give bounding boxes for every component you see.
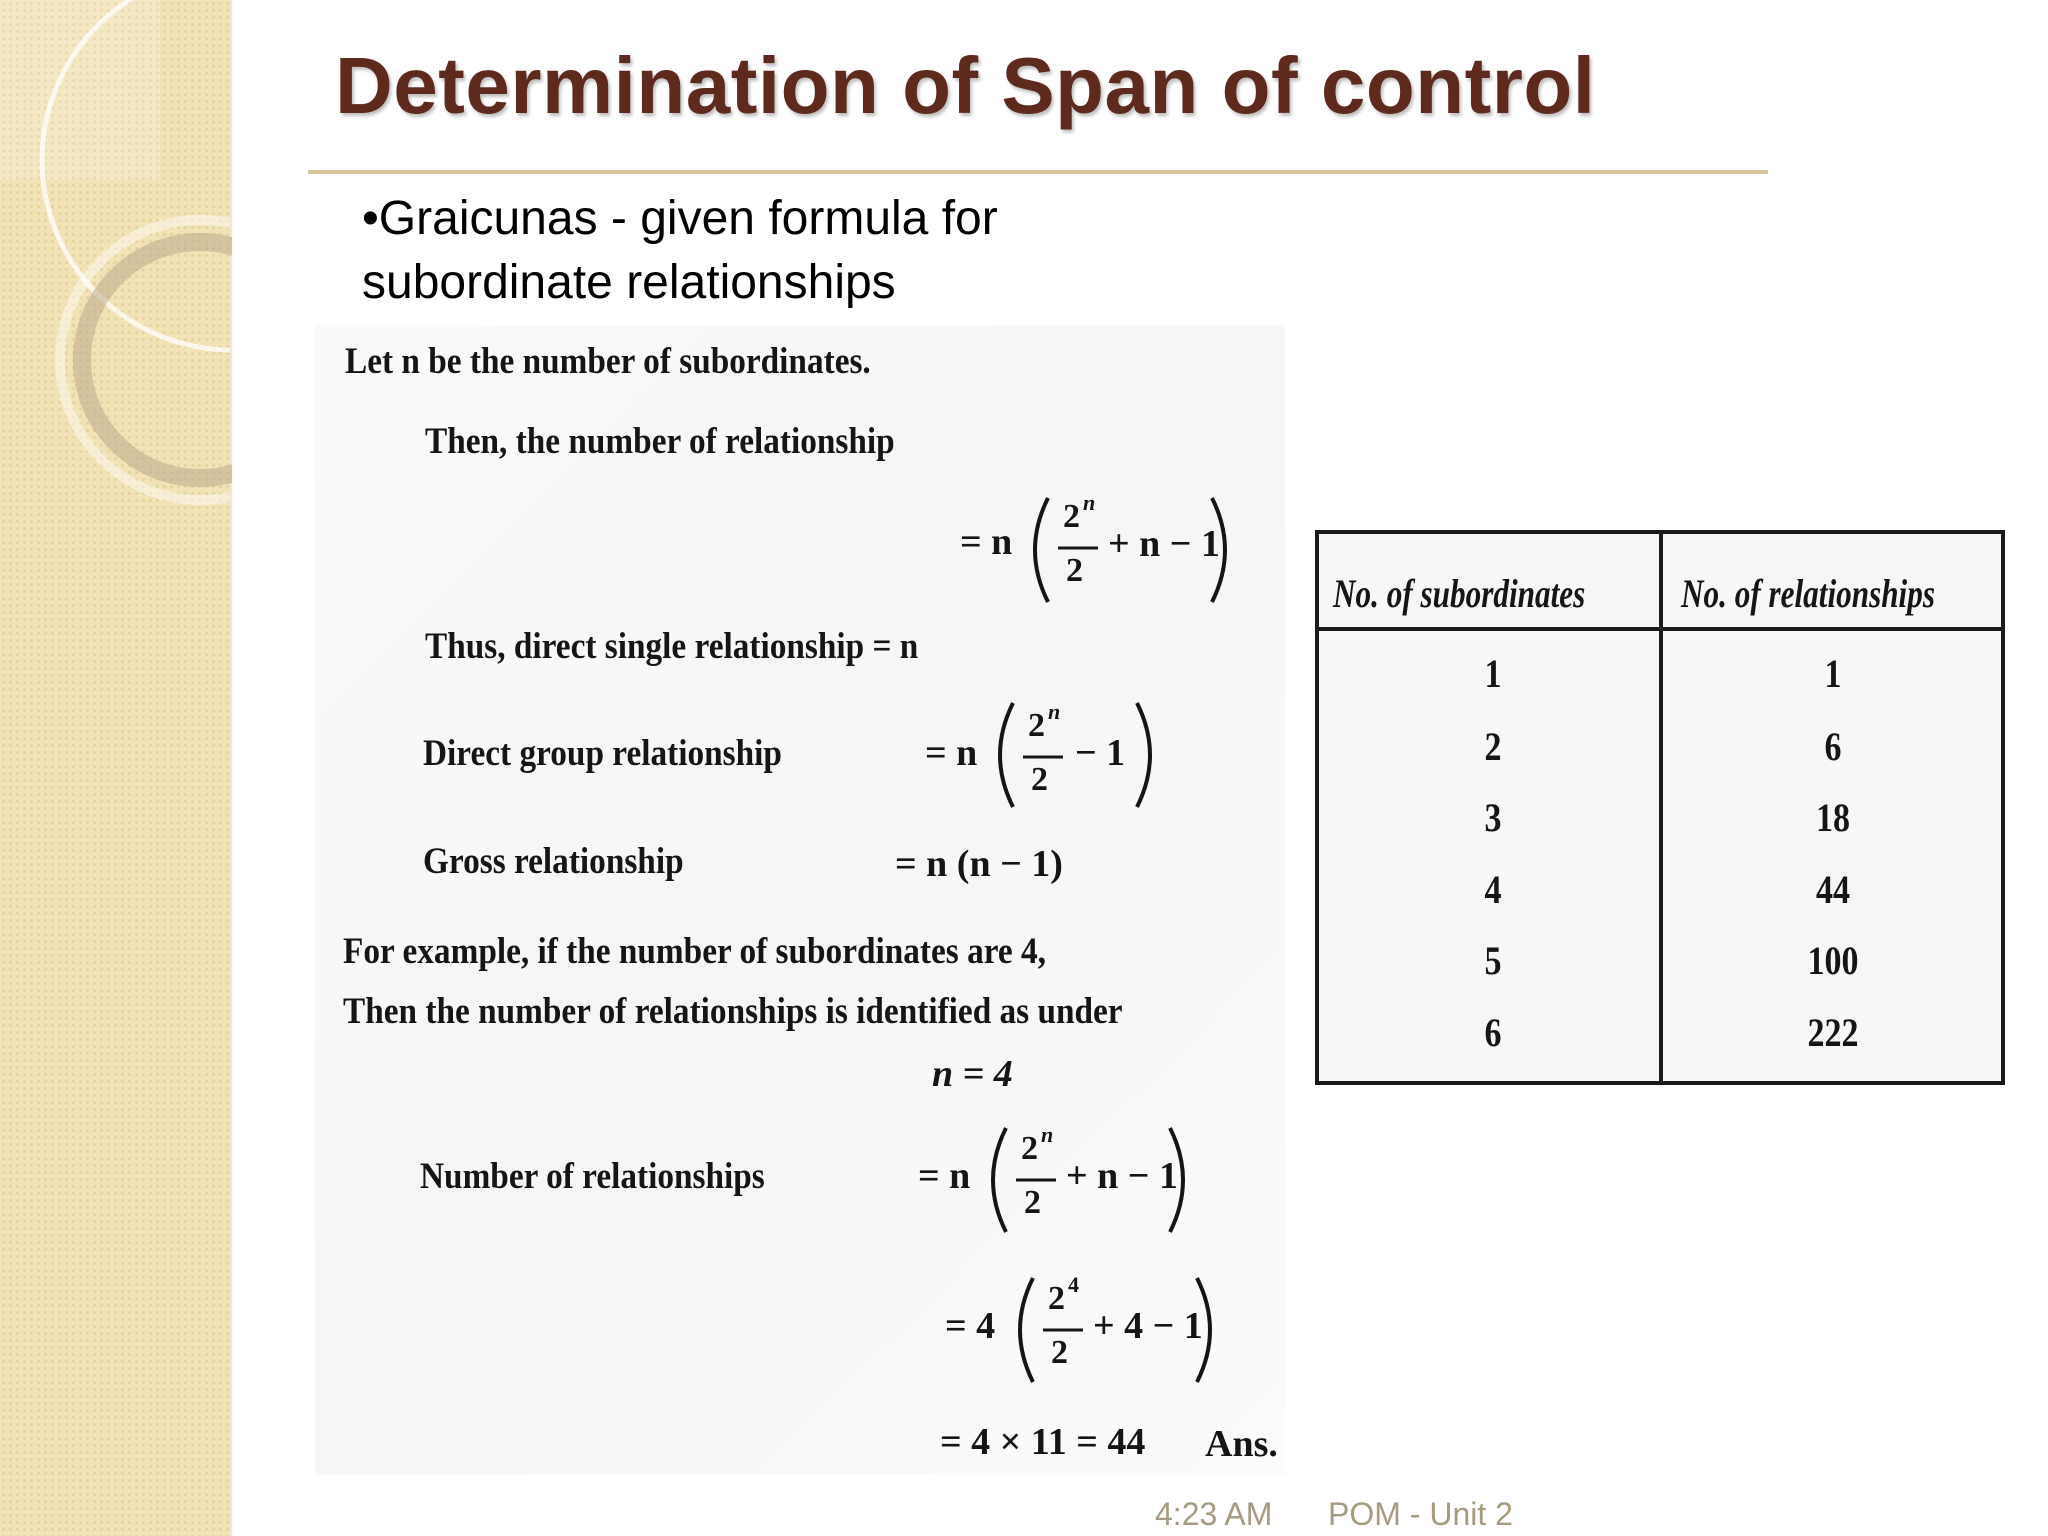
- cell-relationships: 100: [1807, 938, 1859, 983]
- scan-line-example: For example, if the number of subordinates are 4,: [343, 931, 1046, 972]
- relationships-table: [1315, 530, 2005, 1085]
- title-divider: [308, 170, 1768, 174]
- label-gross: Gross relationship: [423, 841, 684, 882]
- cell-subordinates: 2: [1484, 724, 1502, 769]
- formula-group-prefix: = n: [925, 732, 978, 774]
- formula-sub-den: 2: [1051, 1334, 1068, 1371]
- circles-decoration-icon: [0, 0, 232, 520]
- final-result: = 4 × 11 = 44: [940, 1421, 1146, 1463]
- n-equals: n = 4: [932, 1053, 1013, 1095]
- formula-general-suffix: + n − 1: [1108, 523, 1220, 565]
- gross-formula: = n (n − 1): [895, 843, 1063, 885]
- cell-relationships: 44: [1816, 867, 1850, 912]
- scan-line-then: Then, the number of relationship: [425, 421, 895, 462]
- cell-subordinates: 5: [1484, 938, 1502, 983]
- formula-sub-exp: 4: [1068, 1272, 1079, 1297]
- formula-example-exp: n: [1041, 1122, 1054, 1147]
- footer-course: POM - Unit 2: [1328, 1496, 1513, 1532]
- header-relationships: No. of relationships: [1681, 571, 1935, 616]
- cell-relationships: 222: [1807, 1010, 1859, 1055]
- formula-example-suffix: + n − 1: [1066, 1155, 1178, 1197]
- formula-group-parens: [985, 695, 1155, 815]
- formula-group-den: 2: [1031, 761, 1048, 798]
- formula-sub-base: 2: [1048, 1280, 1065, 1317]
- ans-label: Ans.: [1205, 1423, 1278, 1465]
- decorative-sidebar: [0, 0, 230, 1536]
- bullet-text: [362, 187, 1122, 315]
- table-header-divider: [1315, 627, 2005, 631]
- formula-example-base: 2: [1021, 1130, 1038, 1167]
- cell-relationships: 18: [1816, 795, 1850, 840]
- label-number-relationships: Number of relationships: [420, 1156, 765, 1197]
- cell-subordinates: 4: [1484, 867, 1502, 912]
- formula-group: [925, 695, 1155, 815]
- bullet-line-2: subordinate relationships: [362, 256, 896, 309]
- footer-time: 4:23 AM: [1155, 1496, 1273, 1532]
- cell-relationships: 1: [1824, 651, 1842, 696]
- label-direct-group: Direct group relationship: [423, 733, 782, 774]
- formula-group-suffix: − 1: [1075, 732, 1126, 774]
- formula-example-prefix: = n: [918, 1155, 971, 1197]
- formula-general: [960, 490, 1230, 610]
- header-subordinates: No. of subordinates: [1333, 571, 1586, 616]
- formula-group-exp: n: [1048, 699, 1061, 724]
- sidebar-edge: [230, 0, 233, 1536]
- formula-sub-suffix: + 4 − 1: [1093, 1305, 1203, 1347]
- formula-general-den: 2: [1066, 552, 1083, 589]
- table-column-divider: [1659, 530, 1663, 1085]
- slide-title: Determination of Span of control: [335, 41, 1596, 130]
- formula-general-base: 2: [1063, 498, 1080, 535]
- scan-line-thus: Thus, direct single relationship = n: [425, 626, 919, 667]
- scan-line-identified: Then the number of relationships is identified as under: [343, 991, 1123, 1032]
- cell-relationships: 6: [1824, 724, 1842, 769]
- formula-example: [918, 1120, 1188, 1240]
- formula-sub-prefix: = 4: [945, 1305, 996, 1347]
- cell-subordinates: 3: [1484, 795, 1502, 840]
- cell-subordinates: 1: [1484, 651, 1502, 696]
- formula-group-base: 2: [1028, 707, 1045, 744]
- bullet-line-1: •Graicunas - given formula for: [362, 192, 998, 245]
- scan-line-let: Let n be the number of subordinates.: [345, 341, 871, 382]
- formula-general-prefix: = n: [960, 521, 1013, 563]
- cell-subordinates: 6: [1484, 1010, 1502, 1055]
- formula-example-den: 2: [1024, 1184, 1041, 1221]
- formula-substituted: [945, 1270, 1215, 1390]
- formula-general-exp: n: [1083, 490, 1096, 515]
